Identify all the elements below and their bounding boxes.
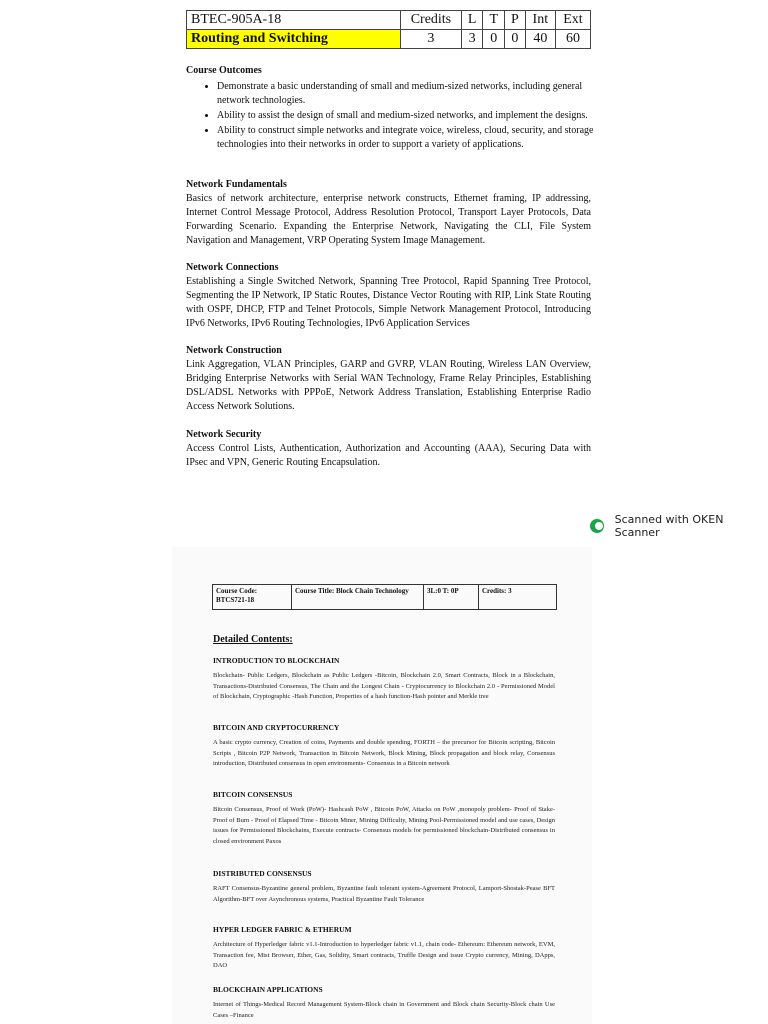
col-l: L xyxy=(461,11,483,30)
col-p: P xyxy=(505,11,526,30)
section-body: Access Control Lists, Authentication, Authorization and Accounting (AAA), Securing Data with IPsec and VPN, Generic Routing Encapsulation. xyxy=(186,443,591,468)
outcomes-list xyxy=(186,80,596,152)
page-block-chain-technology xyxy=(172,547,592,1024)
bc-course-code: Course Code: BTCS721-18 xyxy=(213,585,292,610)
bc-course-title: Course Title: Block Chain Technology xyxy=(292,585,424,610)
oken-scanner-logo-icon xyxy=(590,518,606,534)
section-body: Basics of network architecture, enterprise network constructs, Ethernet framing, IP addressing, Internet Control Message Protocol, Address Resolution Protocol, Transport Layer Protocols, Data Forwarding Scenario. Expanding the Enterprise Network, Navigating the CLI, File System Navigation and Management, VRP Operating System Image Management. xyxy=(186,193,591,246)
val-p: 0 xyxy=(505,30,526,49)
bc-section-heading: BITCOIN AND CRYPTOCURRENCY xyxy=(213,723,340,732)
col-ext: Ext xyxy=(555,11,590,30)
val-ext: 60 xyxy=(555,30,590,49)
section-heading: Network Security xyxy=(186,429,262,440)
bc-section-body: RAFT Consensus-Byzantine general problem, Byzantine fault tolerant system-Agreement Protocol, Lamport-Shostak-Pease BFT Algorithm-BFT over Asynchronous systems, Practical Byzantine Fault Tolerance xyxy=(213,885,555,903)
section-body: Establishing a Single Switched Network, Spanning Tree Protocol, Rapid Spanning Tree Protocol, Segmenting the IP Network, IP Static Routes, Distance Vector Routing with RIP, Link State Routing with OSPF, DHCP, FTP and Telnet Protocols, Simple Network Management Protocol, Introducing IPv6 Networks, IPv6 Routing Technologies, IPv6 Application Services xyxy=(186,276,591,329)
bc-section xyxy=(213,984,555,1021)
col-t: T xyxy=(483,11,505,30)
course-title: Routing and Switching xyxy=(187,30,401,49)
bc-section xyxy=(213,868,555,905)
section-network-fundamentals xyxy=(186,178,591,248)
outcome-item: • Demonstrate a basic understanding of small and medium-sized networks, including general network technologies. xyxy=(217,80,596,108)
bc-ltp: 3L:0 T: 0P xyxy=(424,585,479,610)
course-header-table xyxy=(186,10,591,49)
bc-section-heading: DISTRIBUTED CONSENSUS xyxy=(213,869,312,878)
bc-section-body: A basic crypto currency, Creation of coins, Payments and double spending, FORTH – the precursor for Bitcoin scripting, Bitcoin Scripts , Bitcoin P2P Network, Transaction in Bitcoin Network, Block Mining, Block propagation and block relay, Consensus introduction, Distributed consensus in open environments- Consensus in a Bitcoin network xyxy=(213,739,555,767)
section-body: Link Aggregation, VLAN Principles, GARP and GVRP, VLAN Routing, Wireless LAN Overview, Bridging Enterprise Networks with Serial WAN Technology, Frame Relay Principles, Establishing DSL/ADSL Networks with PPPoE, Network Address Translation, Establishing Enterprise Radio Access Network Solutions. xyxy=(186,359,591,412)
bc-section xyxy=(213,924,555,972)
bc-section-heading: HYPER LEDGER FABRIC & ETHERUM xyxy=(213,925,352,934)
bc-section-heading: BITCOIN CONSENSUS xyxy=(213,790,293,799)
val-l: 3 xyxy=(461,30,483,49)
bc-section-body: Bitcoin Consensus, Proof of Work (PoW)- Hashcash PoW , Bitcoin PoW, Attacks on PoW ,monopoly problem- Proof of Stake- Proof of Burn - Proof of Elapsed Time - Bitcoin Miner, Mining Difficulty, Mining Pool-Permissioned model and use cases, Design issues for Permissioned Blockchains, Execute contracts- Consensus models for permissioned blockchain-Distributed consensus in closed environment Paxos xyxy=(213,806,555,845)
bc-section-heading: BLOCKCHAIN APPLICATIONS xyxy=(213,985,323,994)
val-credits: 3 xyxy=(401,30,462,49)
section-heading: Network Connections xyxy=(186,262,279,273)
bc-section-heading: INTRODUCTION TO BLOCKCHAIN xyxy=(213,656,340,665)
outcome-item: • Ability to assist the design of small and medium-sized networks, and implement the designs. xyxy=(217,109,596,123)
bc-section-body: Blockchain- Public Ledgers, Blockchain as Public Ledgers -Bitcoin, Blockchain 2.0, Smart Contracts, Block in a Blockchain, Transactions-Distributed Consensus, The Chain and the Longest Chain - Cryptocurrency to Blockchain 2.0 - Permissioned Model of Blockchain, Cryptographic -Hash Function, Properties of a hash function-Hash pointer and Merkle tree xyxy=(213,672,555,700)
bc-section-body: Internet of Things-Medical Record Management System-Block chain in Government and Block chain Security-Block chain Use Cases –Finance xyxy=(213,1001,555,1019)
bc-credits: Credits: 3 xyxy=(479,585,557,610)
section-heading: Network Fundamentals xyxy=(186,179,287,190)
col-int: Int xyxy=(525,11,555,30)
outcomes-heading: Course Outcomes xyxy=(186,65,262,76)
bc-section-body: Architecture of Hyperledger fabric v1.1-Introduction to hyperledger fabric v1.1, chain code- Ethereum: Ethereum network, EVM, Transaction fee, Mist Browser, Ether, Gas, Solidity, Smart contracts, Truffle Design and issue Crypto currency, Mining, DApps, DAO xyxy=(213,941,555,969)
course-outcomes xyxy=(186,64,596,153)
section-network-security xyxy=(186,428,591,470)
section-heading: Network Construction xyxy=(186,345,282,356)
bc-section xyxy=(213,722,555,770)
val-t: 0 xyxy=(483,30,505,49)
course-code: BTEC-905A-18 xyxy=(187,11,401,30)
block-chain-header-table xyxy=(212,584,557,610)
val-int: 40 xyxy=(525,30,555,49)
outcome-item: • Ability to construct simple networks and integrate voice, wireless, cloud, security, and storage technologies into their networks in order to support a variety of applications. xyxy=(217,124,596,152)
bc-section xyxy=(213,655,555,703)
section-network-construction xyxy=(186,344,591,414)
bc-section xyxy=(213,789,555,847)
scanner-text: Scanned with OKEN Scanner xyxy=(614,513,724,539)
col-credits: Credits xyxy=(401,11,462,30)
scanner-watermark xyxy=(590,513,768,539)
section-network-connections xyxy=(186,261,591,331)
detailed-contents-heading: Detailed Contents: xyxy=(213,634,293,645)
